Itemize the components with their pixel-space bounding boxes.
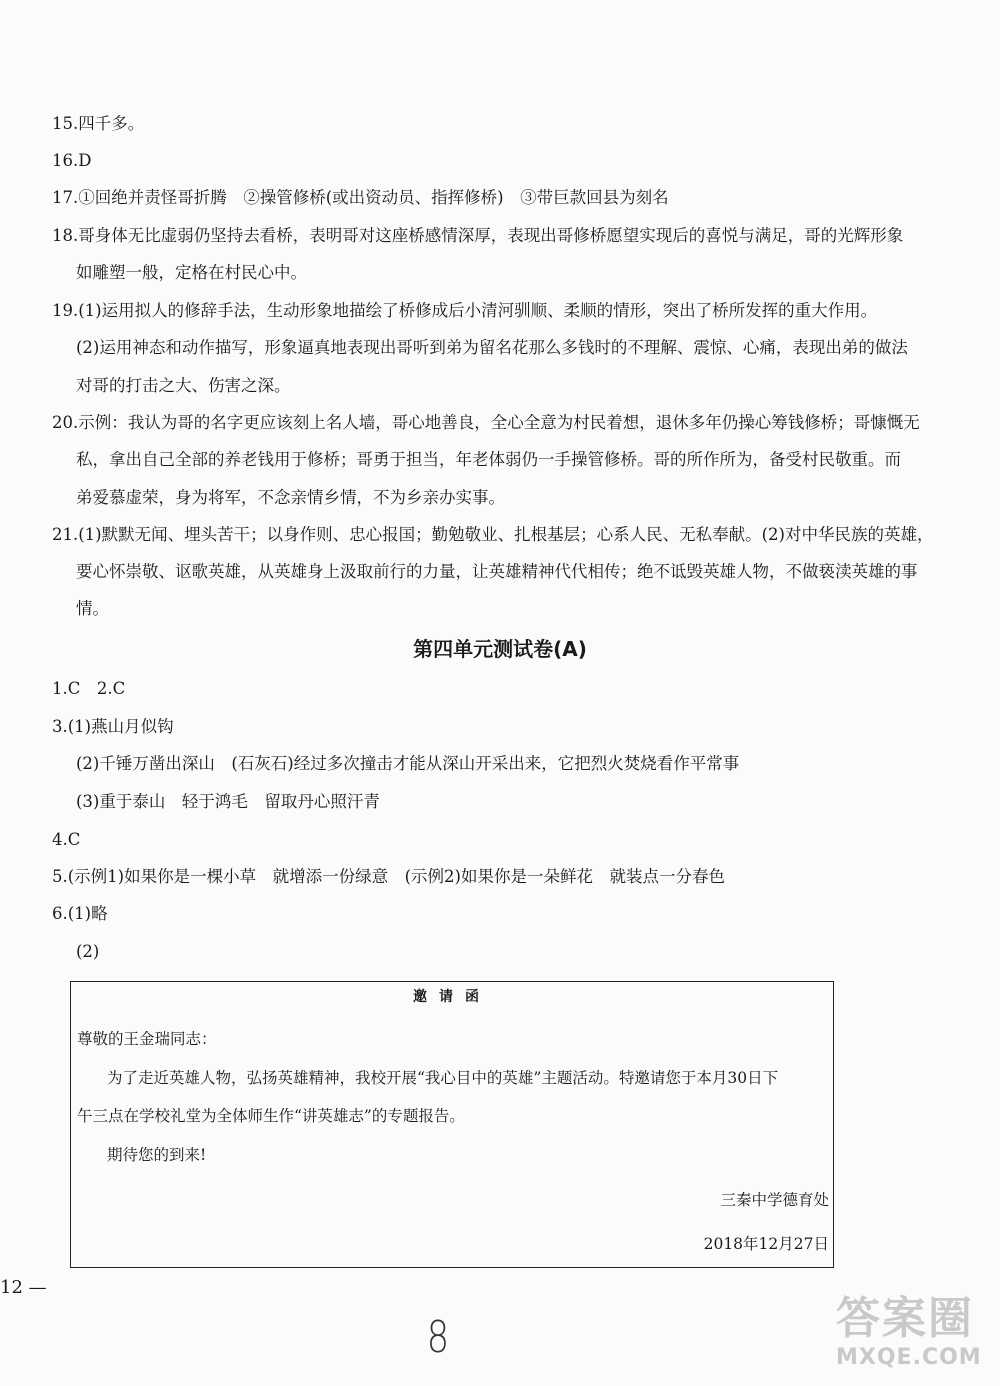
- answer-17: 17.①回绝并责怪哥折腾 ②操管修桥(或出资动员、指挥修桥) ③带巨款回县为刻名: [52, 188, 669, 207]
- answer-5: 5.(示例1)如果你是一棵小草 就增添一份绿意 (示例2)如果你是一朵鲜花 就装点一分春色: [52, 867, 725, 886]
- letter-date: 2018年12月27日: [703, 1235, 829, 1253]
- answer-16: 16.D: [52, 151, 92, 170]
- answer-21: 21.(1)默默无闻、埋头苦干；以身作则、忠心报国；勤勉敬业、扎根基层；心系人民、无私奉献。(2)对中华民族的英雄，: [52, 525, 934, 544]
- watermark-logo: [836, 1295, 996, 1381]
- letter-salutation: 尊敬的王金瑞同志：: [77, 1030, 217, 1048]
- letter-title: 邀请函: [413, 989, 491, 1005]
- answer-18: 18.哥身体无比虚弱仍坚持去看桥，表明哥对这座桥感情深厚，表现出哥修桥愿望实现后的喜悦与满足，哥的光辉形象: [52, 226, 904, 245]
- letter-closing: 期待您的到来!: [107, 1146, 207, 1164]
- answer-21-cont1: 要心怀崇敬、讴歌英雄，从英雄身上汲取前行的力量，让英雄精神代代相传；绝不诋毁英雄人物，不做亵渎英雄的事: [76, 562, 918, 581]
- page-number: 12 —: [0, 1277, 47, 1298]
- watermark-top-text: 答案圈: [836, 1293, 974, 1344]
- letter-signature: 三秦中学德育处: [720, 1191, 829, 1209]
- invitation-letter-box: [70, 981, 834, 1268]
- answer-20: 20.示例：我认为哥的名字更应该刻上名人墙，哥心地善良，全心全意为村民着想，退休多年仍操心筹钱修桥；哥慷慨无: [52, 413, 920, 432]
- answer-4: 4.C: [52, 830, 81, 849]
- answer-18-cont: 如雕塑一般，定格在村民心中。: [76, 263, 307, 282]
- watermark-bottom-text: MXQE.COM: [836, 1345, 982, 1370]
- answer-19-1: 19.(1)运用拟人的修辞手法，生动形象地描绘了桥修成后小清河驯顺、柔顺的情形，突出了桥所发挥的重大作用。: [52, 301, 878, 320]
- answer-3-2: (2)千锤万凿出深山 (石灰石)经过多次撞击才能从深山开采出来，它把烈火焚烧看作平常事: [76, 754, 740, 773]
- answer-19-2: (2)运用神态和动作描写，形象逼真地表现出哥听到弟为留名花那么多钱时的不理解、震惊、心痛，表现出弟的做法: [76, 338, 908, 357]
- answer-15: 15.四千多。: [52, 114, 145, 133]
- answer-3-3: (3)重于泰山 轻于鸿毛 留取丹心照汗青: [76, 792, 380, 811]
- answer-6-1: 6.(1)略: [52, 904, 108, 923]
- letter-body-line2: 午三点在学校礼堂为全体师生作“讲英雄志”的专题报告。: [77, 1107, 465, 1125]
- answer-6-2: (2): [76, 942, 100, 961]
- answer-3-1: 3.(1)燕山月似钩: [52, 717, 174, 736]
- answer-19-2-cont: 对哥的打击之大、伤害之深。: [76, 376, 291, 395]
- answer-1-2: 1.C 2.C: [52, 679, 126, 698]
- answer-20-cont2: 弟爱慕虚荣，身为将军，不念亲情乡情，不为乡亲办实事。: [76, 488, 505, 507]
- letter-body-line1: 为了走近英雄人物，弘扬英雄精神，我校开展“我心目中的英雄”主题活动。特邀请您于本月30日下: [107, 1069, 779, 1087]
- handwritten-mark: 8: [426, 1312, 450, 1363]
- section-title: 第四单元测试卷(A): [413, 637, 587, 661]
- answer-21-cont2: 情。: [76, 599, 109, 618]
- answer-20-cont1: 私，拿出自己全部的养老钱用于修桥；哥勇于担当，年老体弱仍一手操管修桥。哥的所作所为，备受村民敬重。而: [76, 450, 901, 469]
